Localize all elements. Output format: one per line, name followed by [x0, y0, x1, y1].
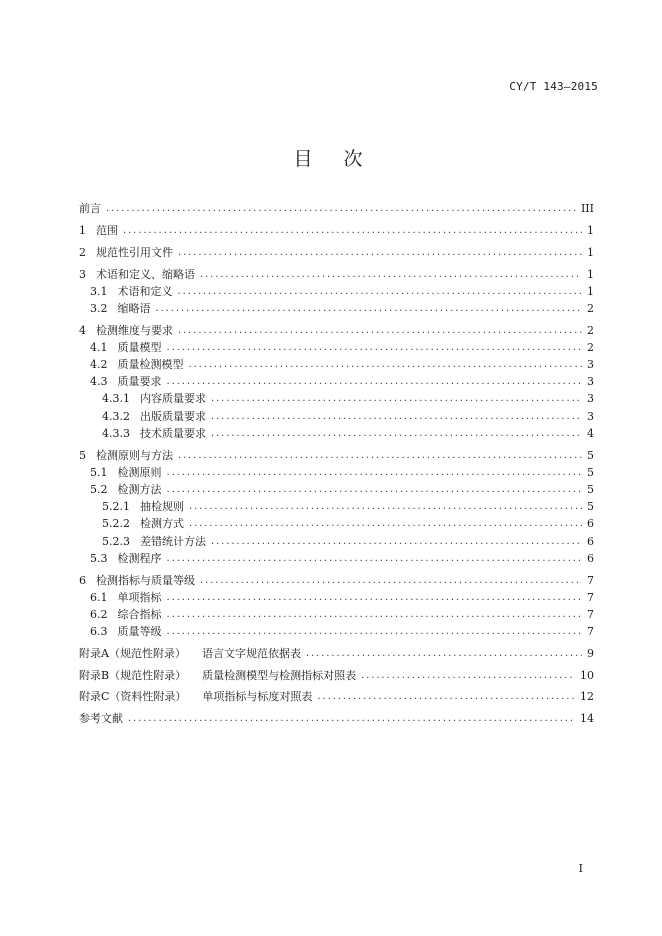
toc-entry[interactable]: [79, 299, 594, 316]
toc-leader-dots: [167, 608, 583, 622]
toc-entry-label: 检测原则: [117, 465, 162, 479]
toc-entry-page: 6: [587, 551, 594, 565]
toc-entry-page: 3: [587, 375, 594, 389]
toc-entry-label: 单项指标: [117, 590, 162, 604]
toc-leader-dots: [123, 224, 582, 238]
toc-entry-number: 3: [79, 267, 86, 281]
toc-entry-number: 附录B（规范性附录）: [79, 668, 187, 682]
toc-leader-dots: [211, 410, 582, 424]
toc-entry[interactable]: [79, 372, 594, 389]
toc-leader-dots: [189, 500, 582, 514]
toc-entry-label: 规范性引用文件: [96, 245, 173, 259]
toc-entry-label: 检测程序: [117, 551, 162, 565]
toc-entry[interactable]: [79, 480, 594, 497]
toc-leader-dots: [167, 552, 583, 566]
toc-entry-page: 1: [587, 245, 594, 259]
standard-number: CY/T 143—2015: [509, 80, 598, 93]
toc-entry-label: 检测方式: [140, 517, 184, 531]
toc-entry-page: 2: [587, 340, 594, 354]
toc-entry-page: 7: [587, 607, 594, 621]
toc-entry-label: 范围: [96, 223, 118, 237]
toc-entry-page: 6: [587, 517, 594, 531]
toc-entry-page: 5: [587, 448, 594, 462]
toc-entry-number: 5.2.3: [102, 534, 130, 548]
toc-entry[interactable]: [79, 243, 594, 260]
toc-entry[interactable]: [79, 570, 594, 587]
toc-entry-label: 出版质量要求: [140, 409, 206, 423]
toc-entry-number: 6.3: [90, 625, 108, 639]
toc-entry-label: 检测方法: [117, 482, 162, 496]
toc-entry[interactable]: [79, 221, 594, 238]
page-number: I: [578, 862, 583, 875]
toc-entry-page: 10: [580, 668, 594, 682]
toc-entry[interactable]: [79, 514, 594, 531]
toc-entry[interactable]: [79, 424, 594, 441]
toc-entry-page: 5: [587, 482, 594, 496]
toc-entry[interactable]: [79, 445, 594, 462]
toc-entry-page: 7: [587, 590, 594, 604]
toc-entry-number: 附录A（规范性附录）: [79, 646, 186, 660]
toc-entry[interactable]: [79, 338, 594, 355]
toc-leader-dots: [178, 324, 582, 338]
toc-leader-dots: [167, 483, 583, 497]
toc-leader-dots: [167, 591, 583, 605]
toc-entry-label: 质量检测模型: [117, 358, 184, 372]
toc-entry-page: 1: [587, 284, 594, 298]
toc-entry[interactable]: [79, 282, 594, 299]
toc-entry-label: 术语和定义、缩略语: [96, 267, 195, 281]
toc-entry-label: 质量模型: [117, 340, 162, 354]
toc-leader-dots: [200, 574, 582, 588]
toc-leader-dots: [128, 712, 575, 726]
toc-entry-label: 抽检规则: [140, 500, 184, 514]
toc-leader-dots: [167, 341, 583, 355]
toc-entry-label: 差错统计方法: [140, 534, 206, 548]
toc-leader-dots: [178, 285, 583, 299]
toc-leader-dots: [178, 246, 582, 260]
toc-leader-dots: [167, 625, 583, 639]
toc-entry[interactable]: [79, 355, 594, 372]
toc-entry-label: 内容质量要求: [140, 392, 206, 406]
toc-entry-label: 质量等级: [117, 625, 162, 639]
toc-entry[interactable]: [79, 199, 594, 216]
toc-entry-page: 5: [587, 465, 594, 479]
toc-entry[interactable]: [79, 709, 594, 726]
toc-leader-dots: [156, 302, 583, 316]
toc-entry-page: 7: [587, 625, 594, 639]
toc-entry-page: 3: [587, 409, 594, 423]
toc-leader-dots: [106, 202, 576, 216]
toc-entry[interactable]: [79, 644, 594, 661]
toc-entry-number: 6.2: [90, 607, 108, 621]
toc-entry-label: 检测指标与质量等级: [96, 573, 195, 587]
toc-leader-dots: [361, 669, 575, 683]
toc-entry-number: 4.3.1: [102, 392, 130, 406]
toc-entry-page: 5: [587, 500, 594, 514]
toc-leader-dots: [211, 392, 582, 406]
toc-entry-number: 5.2.2: [102, 517, 130, 531]
toc-entry[interactable]: [79, 665, 594, 682]
toc-entry[interactable]: [79, 605, 594, 622]
toc-leader-dots: [200, 268, 582, 282]
toc-entry-number: 5.3: [90, 551, 108, 565]
toc-leader-dots: [189, 358, 583, 372]
toc-entry[interactable]: [79, 463, 594, 480]
toc-entry-label: 检测维度与要求: [96, 323, 173, 337]
toc-entry-number: 6.1: [90, 590, 108, 604]
toc-entry-label: 检测原则与方法: [96, 448, 173, 462]
toc-entry-number: 6: [79, 573, 86, 587]
toc-entry-number: 4.3.2: [102, 409, 130, 423]
toc-entry-number: 5.2: [90, 482, 108, 496]
table-of-contents: [79, 199, 594, 726]
toc-entry-number: 4: [79, 323, 86, 337]
toc-entry-label: 质量要求: [117, 375, 162, 389]
page-title: 目 次: [293, 148, 369, 170]
toc-entry[interactable]: [79, 389, 594, 406]
toc-entry-number: 3.1: [90, 284, 108, 298]
toc-leader-dots: [317, 690, 575, 704]
toc-entry-page: 1: [587, 267, 594, 281]
toc-entry-label: 前言: [79, 202, 101, 216]
toc-entry-label: 质量检测模型与检测指标对照表: [202, 668, 357, 682]
toc-entry[interactable]: [79, 406, 594, 423]
toc-entry[interactable]: [79, 531, 594, 548]
toc-entry[interactable]: [79, 321, 594, 338]
toc-leader-dots: [306, 647, 582, 661]
toc-entry-page: 3: [587, 358, 594, 372]
toc-entry-number: 5.2.1: [102, 500, 130, 514]
toc-leader-dots: [167, 466, 583, 480]
toc-entry[interactable]: [79, 687, 594, 704]
toc-entry-page: 2: [587, 323, 594, 337]
toc-leader-dots: [189, 517, 582, 531]
toc-entry[interactable]: [79, 588, 594, 605]
toc-leader-dots: [178, 449, 582, 463]
toc-leader-dots: [211, 427, 582, 441]
toc-entry-number: 2: [79, 245, 86, 259]
toc-entry-number: 5: [79, 448, 86, 462]
toc-entry[interactable]: [79, 622, 594, 639]
toc-entry-page: 4: [587, 426, 594, 440]
toc-entry-number: 附录C（资料性附录）: [79, 690, 187, 704]
toc-entry-page: 3: [587, 392, 594, 406]
toc-entry-number: 4.3.3: [102, 426, 130, 440]
toc-entry[interactable]: [79, 264, 594, 281]
toc-entry-number: 1: [79, 223, 86, 237]
toc-entry-label: 术语和定义: [117, 284, 173, 298]
toc-entry-page: 1: [587, 223, 594, 237]
toc-entry-page: 7: [587, 573, 594, 587]
toc-entry-number: 3.2: [90, 301, 108, 315]
toc-entry-page: 6: [587, 534, 594, 548]
toc-entry-number: 5.1: [90, 465, 108, 479]
toc-entry-page: 9: [587, 646, 594, 660]
toc-leader-dots: [211, 535, 582, 549]
toc-leader-dots: [167, 375, 583, 389]
toc-entry-page: 14: [580, 712, 594, 726]
toc-entry-label: 综合指标: [117, 607, 162, 621]
toc-entry[interactable]: [79, 497, 594, 514]
toc-entry-page: III: [580, 202, 594, 216]
toc-entry-label: 缩略语: [117, 301, 151, 315]
toc-entry-label: 参考文献: [79, 712, 123, 726]
toc-entry-number: 4.2: [90, 358, 108, 372]
toc-entry-number: 4.3: [90, 375, 108, 389]
toc-entry-page: 12: [580, 690, 594, 704]
toc-entry-number: 4.1: [90, 340, 108, 354]
toc-entry[interactable]: [79, 549, 594, 566]
toc-entry-label: 单项指标与标度对照表: [202, 690, 313, 704]
toc-entry-label: 语言文字规范依据表: [201, 646, 301, 660]
toc-entry-page: 2: [587, 301, 594, 315]
toc-entry-label: 技术质量要求: [140, 426, 206, 440]
